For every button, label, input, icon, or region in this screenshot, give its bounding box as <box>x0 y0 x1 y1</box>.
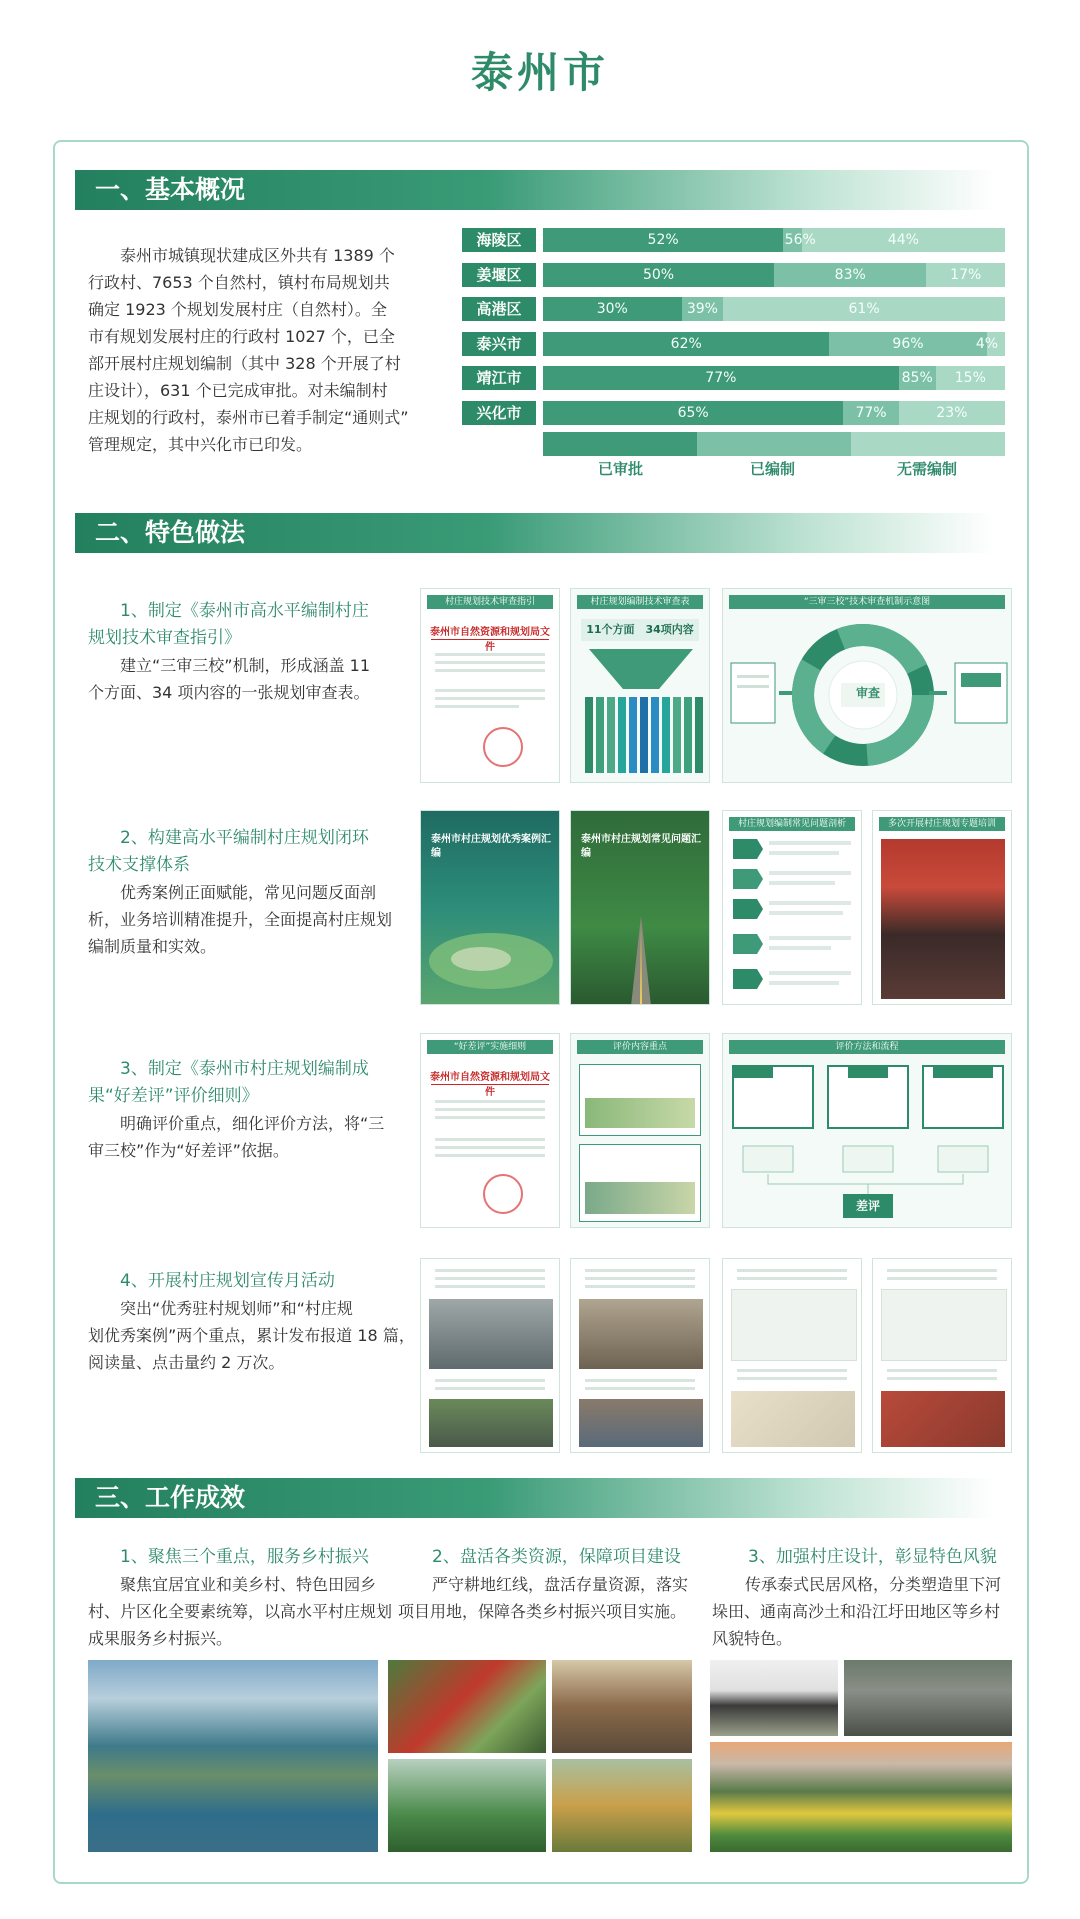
result-body-line: 垛田、通南高沙土和沿江圩田地区等乡村 <box>712 1602 1001 1621</box>
bar-track-5 <box>543 366 1005 390</box>
bar-label-approved: 62% <box>670 336 702 352</box>
overview-line: 部开展村庄规划编制（其中 328 个开展了村 <box>88 354 401 373</box>
bar-label-compiled: 56% <box>784 232 816 248</box>
training-photo: 多次开展村庄规划专题培训 <box>872 810 1012 1005</box>
harvest-photo <box>552 1759 692 1852</box>
overview-line: 确定 1923 个规划发展村庄（自然村）。全 <box>88 300 387 319</box>
duotian-fields-photo <box>710 1742 1012 1852</box>
bar-label-approved: 50% <box>642 267 675 283</box>
evaluation-process-diagram: 评价方法和流程 差评 <box>722 1033 1012 1228</box>
section-heading-results: 三、工作成效 <box>75 1478 995 1518</box>
practice-body-line: 析，业务培训精准提升，全面提高村庄规划 <box>88 910 393 929</box>
overview-line: 泰州市城镇现状建成区外共有 1389 个 <box>120 246 395 265</box>
common-problems-cover: 泰州市村庄规划常见问题汇编 <box>570 810 710 1005</box>
workshop-photo <box>552 1660 692 1753</box>
legend-not-needed: 无需编制 <box>897 460 958 478</box>
result-title: 1、聚焦三个重点，服务乡村振兴 <box>120 1547 369 1567</box>
practice-body-line: 建立“三审三校”机制，形成涵盖 11 <box>120 656 371 675</box>
overview-line: 管理规定，其中兴化市已印发。 <box>88 435 313 454</box>
publicity-report-1 <box>420 1258 560 1453</box>
result-body-line: 传承泰式民居风格，分类塑造里下河 <box>745 1575 1002 1594</box>
practice-body-line: 编制质量和实效。 <box>88 937 217 956</box>
field-building-photo <box>388 1660 546 1753</box>
practice-title-line: 2、构建高水平编制村庄规划闭环 <box>120 828 369 848</box>
result-body-line: 项目用地，保障各类乡村振兴项目实施。 <box>398 1602 687 1621</box>
practice-title-line: 技术支撑体系 <box>88 855 190 875</box>
bar-track-2 <box>543 263 1005 287</box>
result-body-line: 村、片区化全要素统筹，以高水平村庄规划 <box>88 1602 393 1621</box>
bar-label-not-needed: 15% <box>954 370 986 386</box>
overview-line: 庄规划的行政村，泰州市已着手制定“通则式” <box>88 408 409 427</box>
publicity-report-2 <box>570 1258 710 1453</box>
bar-label-compiled: 96% <box>892 336 924 352</box>
problem-analysis-diagram: 村庄规划编制常见问题剖析 <box>722 810 862 1005</box>
greenhouse-photo <box>388 1759 546 1852</box>
aerial-village-photo <box>88 1660 378 1852</box>
bar-label-not-needed: 23% <box>936 405 968 421</box>
section-heading-overview: 一、基本概况 <box>75 170 995 210</box>
evaluation-rules-document: “好差评”实施细则 泰州市自然资源和规划局文件 <box>420 1033 560 1228</box>
result-body-line: 风貌特色。 <box>712 1629 793 1648</box>
bar-label-1: 海陵区 <box>462 228 536 252</box>
bar-label-approved: 52% <box>647 232 679 248</box>
result-title: 2、盘活各类资源，保障项目建设 <box>432 1547 681 1567</box>
legend-compiled: 已编制 <box>750 460 796 478</box>
result-body-line: 聚焦宜居宜业和美乡村、特色田园乡 <box>120 1575 377 1594</box>
practice-body-line: 审三校”作为“好差评”依据。 <box>88 1141 289 1160</box>
publicity-report-3 <box>722 1258 862 1453</box>
practice-body-line: 优秀案例正面赋能，常见问题反面剖 <box>120 883 377 902</box>
practice-title-line: 3、制定《泰州市村庄规划编制成 <box>120 1059 369 1079</box>
residence-photo <box>710 1660 838 1736</box>
page-title: 泰州市 <box>470 48 609 97</box>
bar-label-compiled: 77% <box>855 405 887 421</box>
bar-track-3 <box>543 297 1005 321</box>
result-body-line: 成果服务乡村振兴。 <box>88 1629 233 1648</box>
publicity-report-4 <box>872 1258 1012 1453</box>
practice-title-line: 果“好差评”评价细则》 <box>88 1086 259 1106</box>
bar-label-not-needed: 44% <box>887 232 919 248</box>
bar-label-5: 靖江市 <box>462 366 536 390</box>
practice-title-line: 4、开展村庄规划宣传月活动 <box>120 1271 335 1291</box>
rooftops-photo <box>844 1660 1012 1736</box>
bar-label-not-needed: 4% <box>975 336 999 352</box>
bar-label-compiled: 39% <box>686 301 718 317</box>
bar-label-approved: 30% <box>596 301 628 317</box>
evaluation-focus-diagram: 评价内容重点 <box>570 1033 710 1228</box>
practice-body-line: 阅读量、点击量约 2 万次。 <box>88 1353 285 1372</box>
overview-line: 庄设计），631 个已完成审批。对未编制村 <box>88 381 388 400</box>
practice-title-line: 规划技术审查指引》 <box>88 628 241 648</box>
bar-label-compiled: 83% <box>834 267 866 283</box>
practice-title-line: 1、制定《泰州市高水平编制村庄 <box>120 601 369 621</box>
overview-line: 行政村、7653 个自然村，镇村布局规划共 <box>88 273 390 292</box>
result-body-line: 严守耕地红线，盘活存量资源，落实 <box>432 1575 689 1594</box>
bar-label-approved: 77% <box>705 370 737 386</box>
legend-approved: 已审批 <box>598 460 644 478</box>
legend-bar <box>543 432 1005 456</box>
bar-label-approved: 65% <box>677 405 709 421</box>
bar-label-2: 姜堰区 <box>462 263 536 287</box>
practice-body-line: 明确评价重点，细化评价方法，将“三 <box>120 1114 385 1133</box>
practice-body-line: 划优秀案例”两个重点，累计发布报道 18 篇， <box>88 1326 415 1345</box>
bar-label-4: 泰兴市 <box>462 332 536 356</box>
bar-label-not-needed: 17% <box>950 267 982 283</box>
review-guideline-document: 村庄规划技术审查指引 泰州市自然资源和规划局文件 <box>420 588 560 783</box>
result-title: 3、加强村庄设计，彰显特色风貌 <box>748 1547 997 1567</box>
excellent-cases-cover: 泰州市村庄规划优秀案例汇编 <box>420 810 560 1005</box>
review-mechanism-diagram: “三审三校”技术审查机制示意图 审查 <box>722 588 1012 783</box>
bar-label-6: 兴化市 <box>462 401 536 425</box>
section-heading-practices: 二、特色做法 <box>75 513 995 553</box>
bar-track-6 <box>543 401 1005 425</box>
bar-label-3: 高港区 <box>462 297 536 321</box>
bar-track-1 <box>543 228 1005 252</box>
practice-body-line: 个方面、34 项内容的一张规划审查表。 <box>88 683 370 702</box>
practice-body-line: 突出“优秀驻村规划师”和“村庄规 <box>120 1299 353 1318</box>
bar-track-4 <box>543 332 1005 356</box>
overview-line: 市有规划发展村庄的行政村 1027 个，已全 <box>88 327 395 346</box>
review-table-diagram: 村庄规划编制技术审查表 11个方面 34项内容 <box>570 588 710 783</box>
bar-label-compiled: 85% <box>901 370 933 386</box>
bar-label-not-needed: 61% <box>848 301 880 317</box>
